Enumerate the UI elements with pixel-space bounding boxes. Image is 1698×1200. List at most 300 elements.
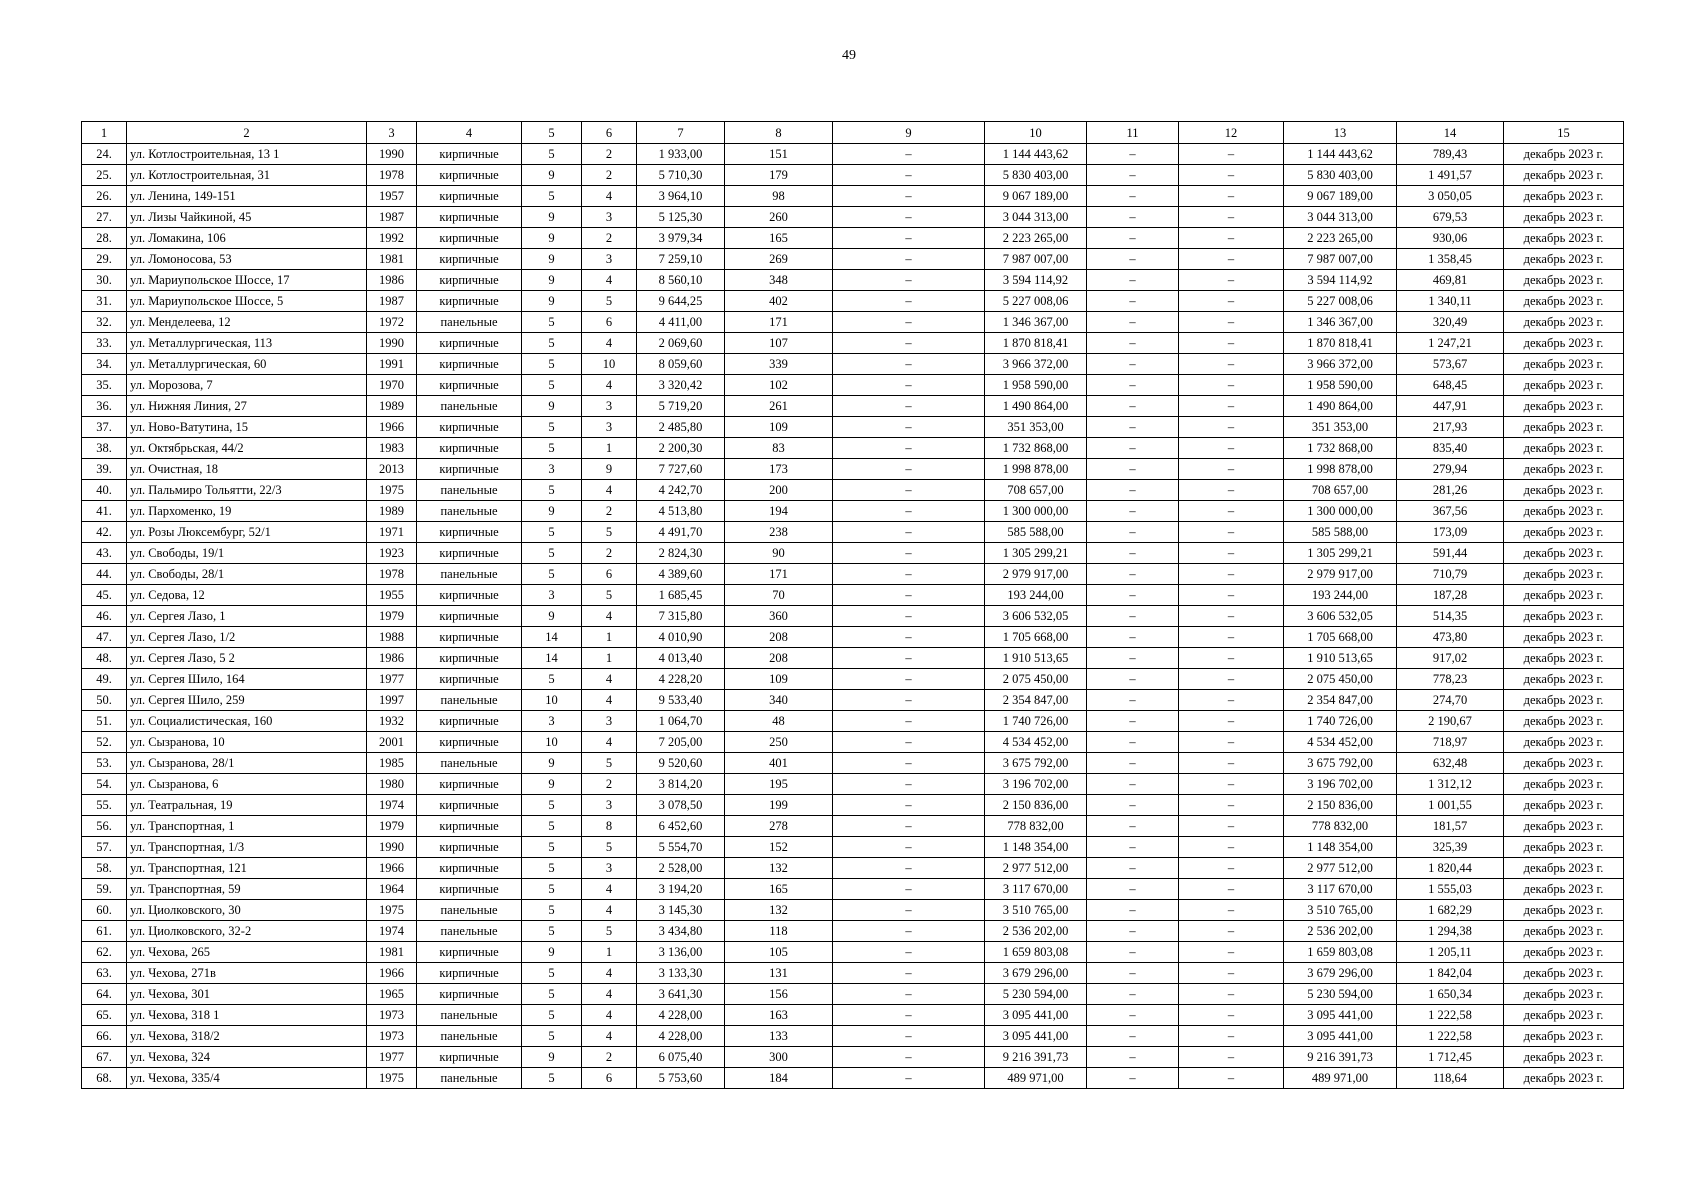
cell-col-13-amount: 1 870 818,41: [1284, 333, 1397, 354]
cell-col-13-amount: 5 830 403,00: [1284, 165, 1397, 186]
cell-col-10-amount: 1 998 878,00: [985, 459, 1087, 480]
cell-row-number: 67.: [82, 1047, 127, 1068]
cell-col-12-value: –: [1179, 207, 1284, 228]
column-header: 12: [1179, 122, 1284, 144]
cell-col-10-amount: 3 095 441,00: [985, 1026, 1087, 1047]
cell-address: ул. Сызранова, 10: [127, 732, 367, 753]
cell-col-12-value: –: [1179, 1068, 1284, 1089]
cell-col-14-value: 320,49: [1397, 312, 1504, 333]
cell-wall-material: кирпичные: [417, 606, 522, 627]
cell-total-area: 9 644,25: [637, 291, 725, 312]
cell-row-number: 61.: [82, 921, 127, 942]
cell-year-built: 1987: [367, 207, 417, 228]
table-row: [82, 396, 1624, 417]
cell-col-13-amount: 2 075 450,00: [1284, 669, 1397, 690]
cell-entrances: 3: [582, 711, 637, 732]
cell-floors: 5: [522, 900, 582, 921]
cell-total-area: 6 452,60: [637, 816, 725, 837]
cell-entrances: 4: [582, 606, 637, 627]
cell-row-number: 38.: [82, 438, 127, 459]
cell-col-10-amount: 2 223 265,00: [985, 228, 1087, 249]
cell-residents: 360: [725, 606, 833, 627]
cell-col-11-value: –: [1087, 186, 1179, 207]
cell-total-area: 3 136,00: [637, 942, 725, 963]
cell-col-10-amount: 193 244,00: [985, 585, 1087, 606]
cell-col-12-value: –: [1179, 417, 1284, 438]
cell-planned-date: декабрь 2023 г.: [1504, 249, 1624, 270]
cell-entrances: 4: [582, 1026, 637, 1047]
cell-col-9-value: –: [833, 690, 985, 711]
cell-planned-date: декабрь 2023 г.: [1504, 312, 1624, 333]
cell-col-13-amount: 1 705 668,00: [1284, 627, 1397, 648]
table-row: [82, 816, 1624, 837]
cell-floors: 9: [522, 270, 582, 291]
cell-year-built: 1975: [367, 480, 417, 501]
cell-col-9-value: –: [833, 375, 985, 396]
cell-col-14-value: 632,48: [1397, 753, 1504, 774]
cell-year-built: 1974: [367, 795, 417, 816]
column-header: 8: [725, 122, 833, 144]
cell-planned-date: декабрь 2023 г.: [1504, 921, 1624, 942]
cell-col-10-amount: 9 067 189,00: [985, 186, 1087, 207]
table-row: [82, 186, 1624, 207]
cell-address: ул. Свободы, 28/1: [127, 564, 367, 585]
cell-residents: 109: [725, 417, 833, 438]
cell-col-13-amount: 3 117 670,00: [1284, 879, 1397, 900]
cell-address: ул. Транспортная, 1/3: [127, 837, 367, 858]
cell-residents: 200: [725, 480, 833, 501]
cell-col-11-value: –: [1087, 270, 1179, 291]
cell-planned-date: декабрь 2023 г.: [1504, 459, 1624, 480]
cell-col-9-value: –: [833, 942, 985, 963]
cell-floors: 5: [522, 837, 582, 858]
cell-col-10-amount: 3 594 114,92: [985, 270, 1087, 291]
cell-total-area: 4 013,40: [637, 648, 725, 669]
cell-year-built: 1985: [367, 753, 417, 774]
cell-entrances: 2: [582, 144, 637, 165]
cell-col-13-amount: 1 305 299,21: [1284, 543, 1397, 564]
cell-planned-date: декабрь 2023 г.: [1504, 375, 1624, 396]
cell-col-13-amount: 2 223 265,00: [1284, 228, 1397, 249]
cell-col-11-value: –: [1087, 438, 1179, 459]
cell-col-12-value: –: [1179, 165, 1284, 186]
table-row: [82, 564, 1624, 585]
cell-address: ул. Транспортная, 121: [127, 858, 367, 879]
cell-entrances: 4: [582, 879, 637, 900]
cell-row-number: 44.: [82, 564, 127, 585]
cell-total-area: 9 533,40: [637, 690, 725, 711]
cell-floors: 9: [522, 249, 582, 270]
cell-wall-material: кирпичные: [417, 816, 522, 837]
cell-row-number: 26.: [82, 186, 127, 207]
cell-row-number: 57.: [82, 837, 127, 858]
cell-col-12-value: –: [1179, 375, 1284, 396]
cell-col-13-amount: 3 679 296,00: [1284, 963, 1397, 984]
cell-address: ул. Металлургическая, 60: [127, 354, 367, 375]
cell-col-13-amount: 193 244,00: [1284, 585, 1397, 606]
cell-residents: 118: [725, 921, 833, 942]
cell-col-12-value: –: [1179, 1047, 1284, 1068]
cell-col-11-value: –: [1087, 396, 1179, 417]
table-row: [82, 984, 1624, 1005]
cell-col-12-value: –: [1179, 249, 1284, 270]
cell-planned-date: декабрь 2023 г.: [1504, 396, 1624, 417]
cell-col-13-amount: 1 732 868,00: [1284, 438, 1397, 459]
cell-row-number: 33.: [82, 333, 127, 354]
column-header: 11: [1087, 122, 1179, 144]
cell-col-14-value: 1 650,34: [1397, 984, 1504, 1005]
cell-col-14-value: 591,44: [1397, 543, 1504, 564]
cell-col-9-value: –: [833, 711, 985, 732]
cell-col-13-amount: 3 594 114,92: [1284, 270, 1397, 291]
cell-col-10-amount: 5 830 403,00: [985, 165, 1087, 186]
cell-col-9-value: –: [833, 816, 985, 837]
cell-entrances: 5: [582, 522, 637, 543]
table-row: [82, 1047, 1624, 1068]
cell-planned-date: декабрь 2023 г.: [1504, 837, 1624, 858]
cell-wall-material: кирпичные: [417, 375, 522, 396]
cell-col-14-value: 718,97: [1397, 732, 1504, 753]
cell-col-11-value: –: [1087, 900, 1179, 921]
cell-col-14-value: 835,40: [1397, 438, 1504, 459]
cell-total-area: 4 411,00: [637, 312, 725, 333]
cell-col-11-value: –: [1087, 879, 1179, 900]
table-row: [82, 732, 1624, 753]
cell-entrances: 1: [582, 648, 637, 669]
cell-address: ул. Котлостроительная, 13 1: [127, 144, 367, 165]
cell-total-area: 2 824,30: [637, 543, 725, 564]
cell-floors: 5: [522, 438, 582, 459]
cell-total-area: 2 200,30: [637, 438, 725, 459]
cell-col-10-amount: 1 148 354,00: [985, 837, 1087, 858]
cell-col-13-amount: 1 998 878,00: [1284, 459, 1397, 480]
cell-col-13-amount: 3 510 765,00: [1284, 900, 1397, 921]
cell-floors: 5: [522, 354, 582, 375]
table-row: [82, 165, 1624, 186]
cell-residents: 165: [725, 879, 833, 900]
cell-col-10-amount: 1 346 367,00: [985, 312, 1087, 333]
table-row: [82, 438, 1624, 459]
cell-col-10-amount: 351 353,00: [985, 417, 1087, 438]
cell-residents: 102: [725, 375, 833, 396]
cell-wall-material: панельные: [417, 312, 522, 333]
cell-row-number: 56.: [82, 816, 127, 837]
cell-col-13-amount: 1 910 513,65: [1284, 648, 1397, 669]
cell-col-14-value: 447,91: [1397, 396, 1504, 417]
cell-wall-material: кирпичные: [417, 795, 522, 816]
cell-year-built: 1955: [367, 585, 417, 606]
cell-residents: 278: [725, 816, 833, 837]
cell-col-13-amount: 5 230 594,00: [1284, 984, 1397, 1005]
cell-col-10-amount: 7 987 007,00: [985, 249, 1087, 270]
cell-entrances: 3: [582, 249, 637, 270]
cell-entrances: 5: [582, 291, 637, 312]
cell-col-12-value: –: [1179, 438, 1284, 459]
cell-residents: 151: [725, 144, 833, 165]
cell-residents: 238: [725, 522, 833, 543]
cell-address: ул. Мариупольское Шоссе, 5: [127, 291, 367, 312]
cell-col-10-amount: 3 606 532,05: [985, 606, 1087, 627]
cell-year-built: 1966: [367, 417, 417, 438]
cell-col-9-value: –: [833, 648, 985, 669]
cell-residents: 90: [725, 543, 833, 564]
cell-row-number: 42.: [82, 522, 127, 543]
cell-col-14-value: 1 682,29: [1397, 900, 1504, 921]
cell-col-10-amount: 3 196 702,00: [985, 774, 1087, 795]
cell-planned-date: декабрь 2023 г.: [1504, 333, 1624, 354]
table-row: [82, 795, 1624, 816]
cell-total-area: 3 145,30: [637, 900, 725, 921]
cell-col-11-value: –: [1087, 984, 1179, 1005]
cell-col-9-value: –: [833, 1026, 985, 1047]
cell-residents: 83: [725, 438, 833, 459]
cell-col-14-value: 930,06: [1397, 228, 1504, 249]
cell-row-number: 63.: [82, 963, 127, 984]
cell-col-14-value: 173,09: [1397, 522, 1504, 543]
header-row: [82, 122, 1624, 144]
cell-planned-date: декабрь 2023 г.: [1504, 417, 1624, 438]
cell-planned-date: декабрь 2023 г.: [1504, 984, 1624, 1005]
cell-row-number: 27.: [82, 207, 127, 228]
cell-address: ул. Свободы, 19/1: [127, 543, 367, 564]
cell-planned-date: декабрь 2023 г.: [1504, 774, 1624, 795]
cell-col-12-value: –: [1179, 543, 1284, 564]
cell-col-10-amount: 3 679 296,00: [985, 963, 1087, 984]
cell-address: ул. Ломакина, 106: [127, 228, 367, 249]
cell-col-11-value: –: [1087, 249, 1179, 270]
cell-wall-material: кирпичные: [417, 144, 522, 165]
cell-col-10-amount: 3 044 313,00: [985, 207, 1087, 228]
cell-col-13-amount: 3 196 702,00: [1284, 774, 1397, 795]
cell-entrances: 8: [582, 816, 637, 837]
cell-planned-date: декабрь 2023 г.: [1504, 1047, 1624, 1068]
table-row: [82, 606, 1624, 627]
cell-address: ул. Театральная, 19: [127, 795, 367, 816]
cell-residents: 348: [725, 270, 833, 291]
cell-col-9-value: –: [833, 795, 985, 816]
cell-floors: 9: [522, 774, 582, 795]
cell-col-11-value: –: [1087, 144, 1179, 165]
cell-col-11-value: –: [1087, 480, 1179, 501]
cell-entrances: 4: [582, 690, 637, 711]
cell-col-9-value: –: [833, 354, 985, 375]
cell-col-13-amount: 489 971,00: [1284, 1068, 1397, 1089]
cell-address: ул. Розы Люксембург, 52/1: [127, 522, 367, 543]
table-row: [82, 228, 1624, 249]
cell-col-10-amount: 2 354 847,00: [985, 690, 1087, 711]
cell-residents: 173: [725, 459, 833, 480]
cell-col-9-value: –: [833, 984, 985, 1005]
cell-year-built: 1979: [367, 606, 417, 627]
cell-year-built: 1957: [367, 186, 417, 207]
cell-year-built: 1988: [367, 627, 417, 648]
cell-col-12-value: –: [1179, 690, 1284, 711]
table-row: [82, 774, 1624, 795]
cell-floors: 9: [522, 207, 582, 228]
cell-floors: 9: [522, 165, 582, 186]
cell-col-9-value: –: [833, 207, 985, 228]
cell-address: ул. Морозова, 7: [127, 375, 367, 396]
cell-col-9-value: –: [833, 858, 985, 879]
cell-col-13-amount: 3 606 532,05: [1284, 606, 1397, 627]
cell-entrances: 4: [582, 480, 637, 501]
cell-year-built: 1977: [367, 1047, 417, 1068]
cell-entrances: 1: [582, 627, 637, 648]
cell-wall-material: кирпичные: [417, 459, 522, 480]
table-row: [82, 249, 1624, 270]
cell-col-10-amount: 9 216 391,73: [985, 1047, 1087, 1068]
cell-planned-date: декабрь 2023 г.: [1504, 585, 1624, 606]
cell-floors: 5: [522, 669, 582, 690]
cell-col-12-value: –: [1179, 186, 1284, 207]
cell-total-area: 3 194,20: [637, 879, 725, 900]
cell-planned-date: декабрь 2023 г.: [1504, 879, 1624, 900]
cell-row-number: 51.: [82, 711, 127, 732]
cell-wall-material: кирпичные: [417, 249, 522, 270]
cell-address: ул. Чехова, 324: [127, 1047, 367, 1068]
cell-col-11-value: –: [1087, 228, 1179, 249]
cell-address: ул. Транспортная, 59: [127, 879, 367, 900]
cell-residents: 70: [725, 585, 833, 606]
table-row: [82, 942, 1624, 963]
cell-row-number: 64.: [82, 984, 127, 1005]
cell-col-12-value: –: [1179, 354, 1284, 375]
cell-col-13-amount: 1 490 864,00: [1284, 396, 1397, 417]
cell-total-area: 6 075,40: [637, 1047, 725, 1068]
cell-col-14-value: 469,81: [1397, 270, 1504, 291]
cell-row-number: 68.: [82, 1068, 127, 1089]
cell-entrances: 2: [582, 501, 637, 522]
cell-col-12-value: –: [1179, 900, 1284, 921]
cell-residents: 133: [725, 1026, 833, 1047]
cell-residents: 105: [725, 942, 833, 963]
cell-col-9-value: –: [833, 312, 985, 333]
cell-col-9-value: –: [833, 753, 985, 774]
cell-floors: 5: [522, 816, 582, 837]
cell-planned-date: декабрь 2023 г.: [1504, 501, 1624, 522]
cell-wall-material: кирпичные: [417, 543, 522, 564]
cell-floors: 5: [522, 795, 582, 816]
cell-col-11-value: –: [1087, 690, 1179, 711]
housing-registry-table: [81, 121, 1624, 1089]
cell-col-11-value: –: [1087, 648, 1179, 669]
cell-col-12-value: –: [1179, 711, 1284, 732]
cell-col-11-value: –: [1087, 543, 1179, 564]
cell-address: ул. Чехова, 335/4: [127, 1068, 367, 1089]
cell-address: ул. Транспортная, 1: [127, 816, 367, 837]
cell-planned-date: декабрь 2023 г.: [1504, 942, 1624, 963]
cell-col-14-value: 3 050,05: [1397, 186, 1504, 207]
cell-year-built: 1986: [367, 648, 417, 669]
cell-year-built: 1978: [367, 165, 417, 186]
cell-planned-date: декабрь 2023 г.: [1504, 354, 1624, 375]
cell-wall-material: панельные: [417, 396, 522, 417]
cell-planned-date: декабрь 2023 г.: [1504, 963, 1624, 984]
cell-col-14-value: 789,43: [1397, 144, 1504, 165]
cell-wall-material: кирпичные: [417, 879, 522, 900]
cell-col-9-value: –: [833, 186, 985, 207]
cell-col-13-amount: 2 150 836,00: [1284, 795, 1397, 816]
cell-col-14-value: 1 205,11: [1397, 942, 1504, 963]
cell-year-built: 1987: [367, 291, 417, 312]
table-row: [82, 501, 1624, 522]
cell-wall-material: панельные: [417, 564, 522, 585]
cell-col-14-value: 325,39: [1397, 837, 1504, 858]
cell-floors: 5: [522, 312, 582, 333]
table-row: [82, 669, 1624, 690]
cell-year-built: 1983: [367, 438, 417, 459]
cell-total-area: 4 242,70: [637, 480, 725, 501]
cell-row-number: 66.: [82, 1026, 127, 1047]
cell-total-area: 4 010,90: [637, 627, 725, 648]
cell-col-10-amount: 2 075 450,00: [985, 669, 1087, 690]
cell-total-area: 2 069,60: [637, 333, 725, 354]
cell-floors: 9: [522, 396, 582, 417]
cell-col-12-value: –: [1179, 942, 1284, 963]
cell-residents: 109: [725, 669, 833, 690]
cell-col-13-amount: 2 977 512,00: [1284, 858, 1397, 879]
cell-entrances: 4: [582, 1005, 637, 1026]
cell-col-10-amount: 2 536 202,00: [985, 921, 1087, 942]
cell-floors: 10: [522, 690, 582, 711]
cell-wall-material: кирпичные: [417, 942, 522, 963]
cell-entrances: 3: [582, 396, 637, 417]
cell-residents: 340: [725, 690, 833, 711]
cell-residents: 194: [725, 501, 833, 522]
cell-address: ул. Пархоменко, 19: [127, 501, 367, 522]
cell-residents: 132: [725, 858, 833, 879]
cell-planned-date: декабрь 2023 г.: [1504, 186, 1624, 207]
cell-residents: 152: [725, 837, 833, 858]
cell-floors: 9: [522, 942, 582, 963]
cell-row-number: 40.: [82, 480, 127, 501]
cell-col-14-value: 1 294,38: [1397, 921, 1504, 942]
cell-residents: 163: [725, 1005, 833, 1026]
cell-col-11-value: –: [1087, 942, 1179, 963]
cell-floors: 5: [522, 543, 582, 564]
table-row: [82, 1005, 1624, 1026]
cell-col-13-amount: 351 353,00: [1284, 417, 1397, 438]
cell-entrances: 5: [582, 753, 637, 774]
cell-residents: 401: [725, 753, 833, 774]
cell-planned-date: декабрь 2023 г.: [1504, 165, 1624, 186]
cell-residents: 156: [725, 984, 833, 1005]
cell-year-built: 1970: [367, 375, 417, 396]
cell-address: ул. Лизы Чайкиной, 45: [127, 207, 367, 228]
table-row: [82, 291, 1624, 312]
cell-entrances: 5: [582, 585, 637, 606]
cell-col-9-value: –: [833, 522, 985, 543]
cell-year-built: 1989: [367, 501, 417, 522]
cell-col-9-value: –: [833, 627, 985, 648]
cell-year-built: 1965: [367, 984, 417, 1005]
cell-total-area: 9 520,60: [637, 753, 725, 774]
cell-planned-date: декабрь 2023 г.: [1504, 543, 1624, 564]
cell-col-9-value: –: [833, 417, 985, 438]
cell-col-12-value: –: [1179, 732, 1284, 753]
cell-row-number: 34.: [82, 354, 127, 375]
cell-total-area: 8 560,10: [637, 270, 725, 291]
cell-col-12-value: –: [1179, 291, 1284, 312]
cell-col-14-value: 187,28: [1397, 585, 1504, 606]
cell-residents: 98: [725, 186, 833, 207]
cell-col-13-amount: 3 966 372,00: [1284, 354, 1397, 375]
cell-col-11-value: –: [1087, 732, 1179, 753]
cell-residents: 199: [725, 795, 833, 816]
cell-residents: 184: [725, 1068, 833, 1089]
cell-col-13-amount: 1 740 726,00: [1284, 711, 1397, 732]
cell-planned-date: декабрь 2023 г.: [1504, 291, 1624, 312]
